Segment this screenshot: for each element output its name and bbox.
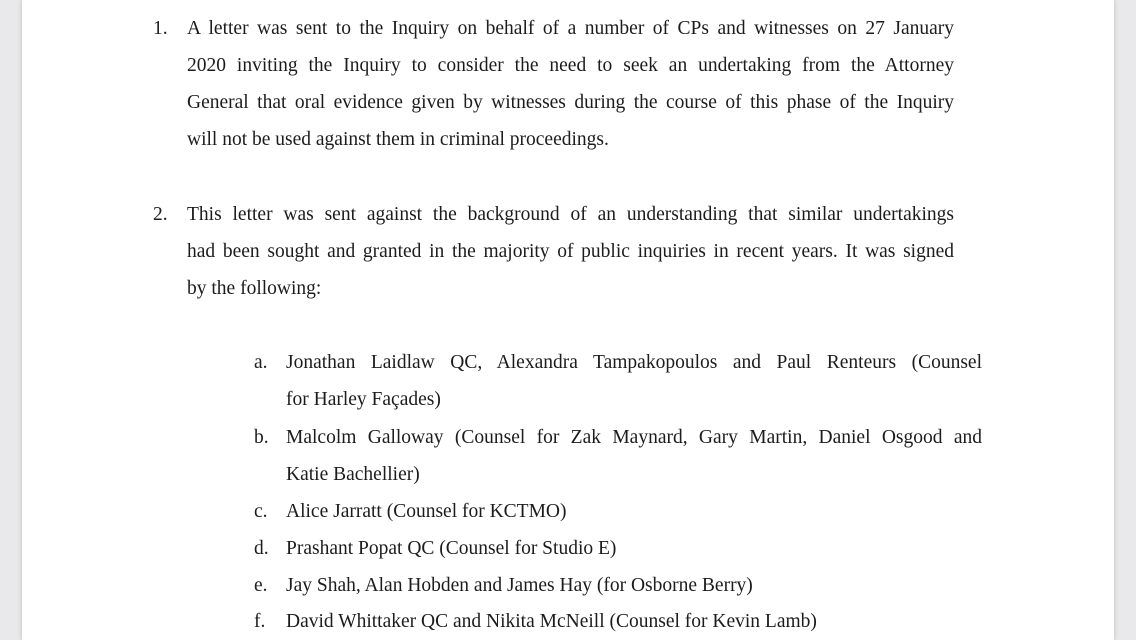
text-line: Prashant Popat QC (Counsel for Studio E) [286,538,617,559]
list-item-text [286,419,982,493]
document-page [22,0,1114,640]
text-line: will not be used against them in criminal proceedings. [187,129,609,150]
text-line: for Harley Façades) [286,389,441,410]
text-line: Alice Jarratt (Counsel for KCTMO) [286,501,567,522]
list-item-text [286,567,982,604]
list-item-letter: e. [254,575,268,596]
paragraph-text [187,10,954,158]
text-line: Katie Bachellier) [286,464,420,485]
paragraph-text [187,196,954,307]
text-line: A letter was sent to the Inquiry on behalf of a number of CPs and witnesses on 27 January [187,18,954,39]
text-line: David Whittaker QC and Nikita McNeill (Counsel for Kevin Lamb) [286,611,817,632]
list-item-text [286,530,982,567]
list-item-letter: f. [254,611,266,632]
text-line: had been sought and granted in the majority of public inquiries in recent years. It was signed [187,241,954,262]
text-line: General that oral evidence given by witnesses during the course of this phase of the Inquiry [187,92,954,113]
list-item-letter: c. [254,501,268,522]
text-line: Jonathan Laidlaw QC, Alexandra Tampakopoulos and Paul Renteurs (Counsel [286,352,982,373]
list-item-text [286,603,982,640]
list-item-letter: a. [254,352,268,373]
text-line: Jay Shah, Alan Hobden and James Hay (for Osborne Berry) [286,575,753,596]
paragraph-number: 1. [153,18,168,39]
text-line: 2020 inviting the Inquiry to consider the need to seek an undertaking from the Attorney [187,55,954,76]
text-line: This letter was sent against the background of an understanding that similar undertakings [187,204,954,225]
text-line: Malcolm Galloway (Counsel for Zak Maynard, Gary Martin, Daniel Osgood and [286,427,982,448]
list-item-letter: d. [254,538,269,559]
text-line: by the following: [187,278,322,299]
list-item-text [286,493,982,530]
list-item-text [286,344,982,418]
list-item-letter: b. [254,427,269,448]
paragraph-number: 2. [153,204,168,225]
